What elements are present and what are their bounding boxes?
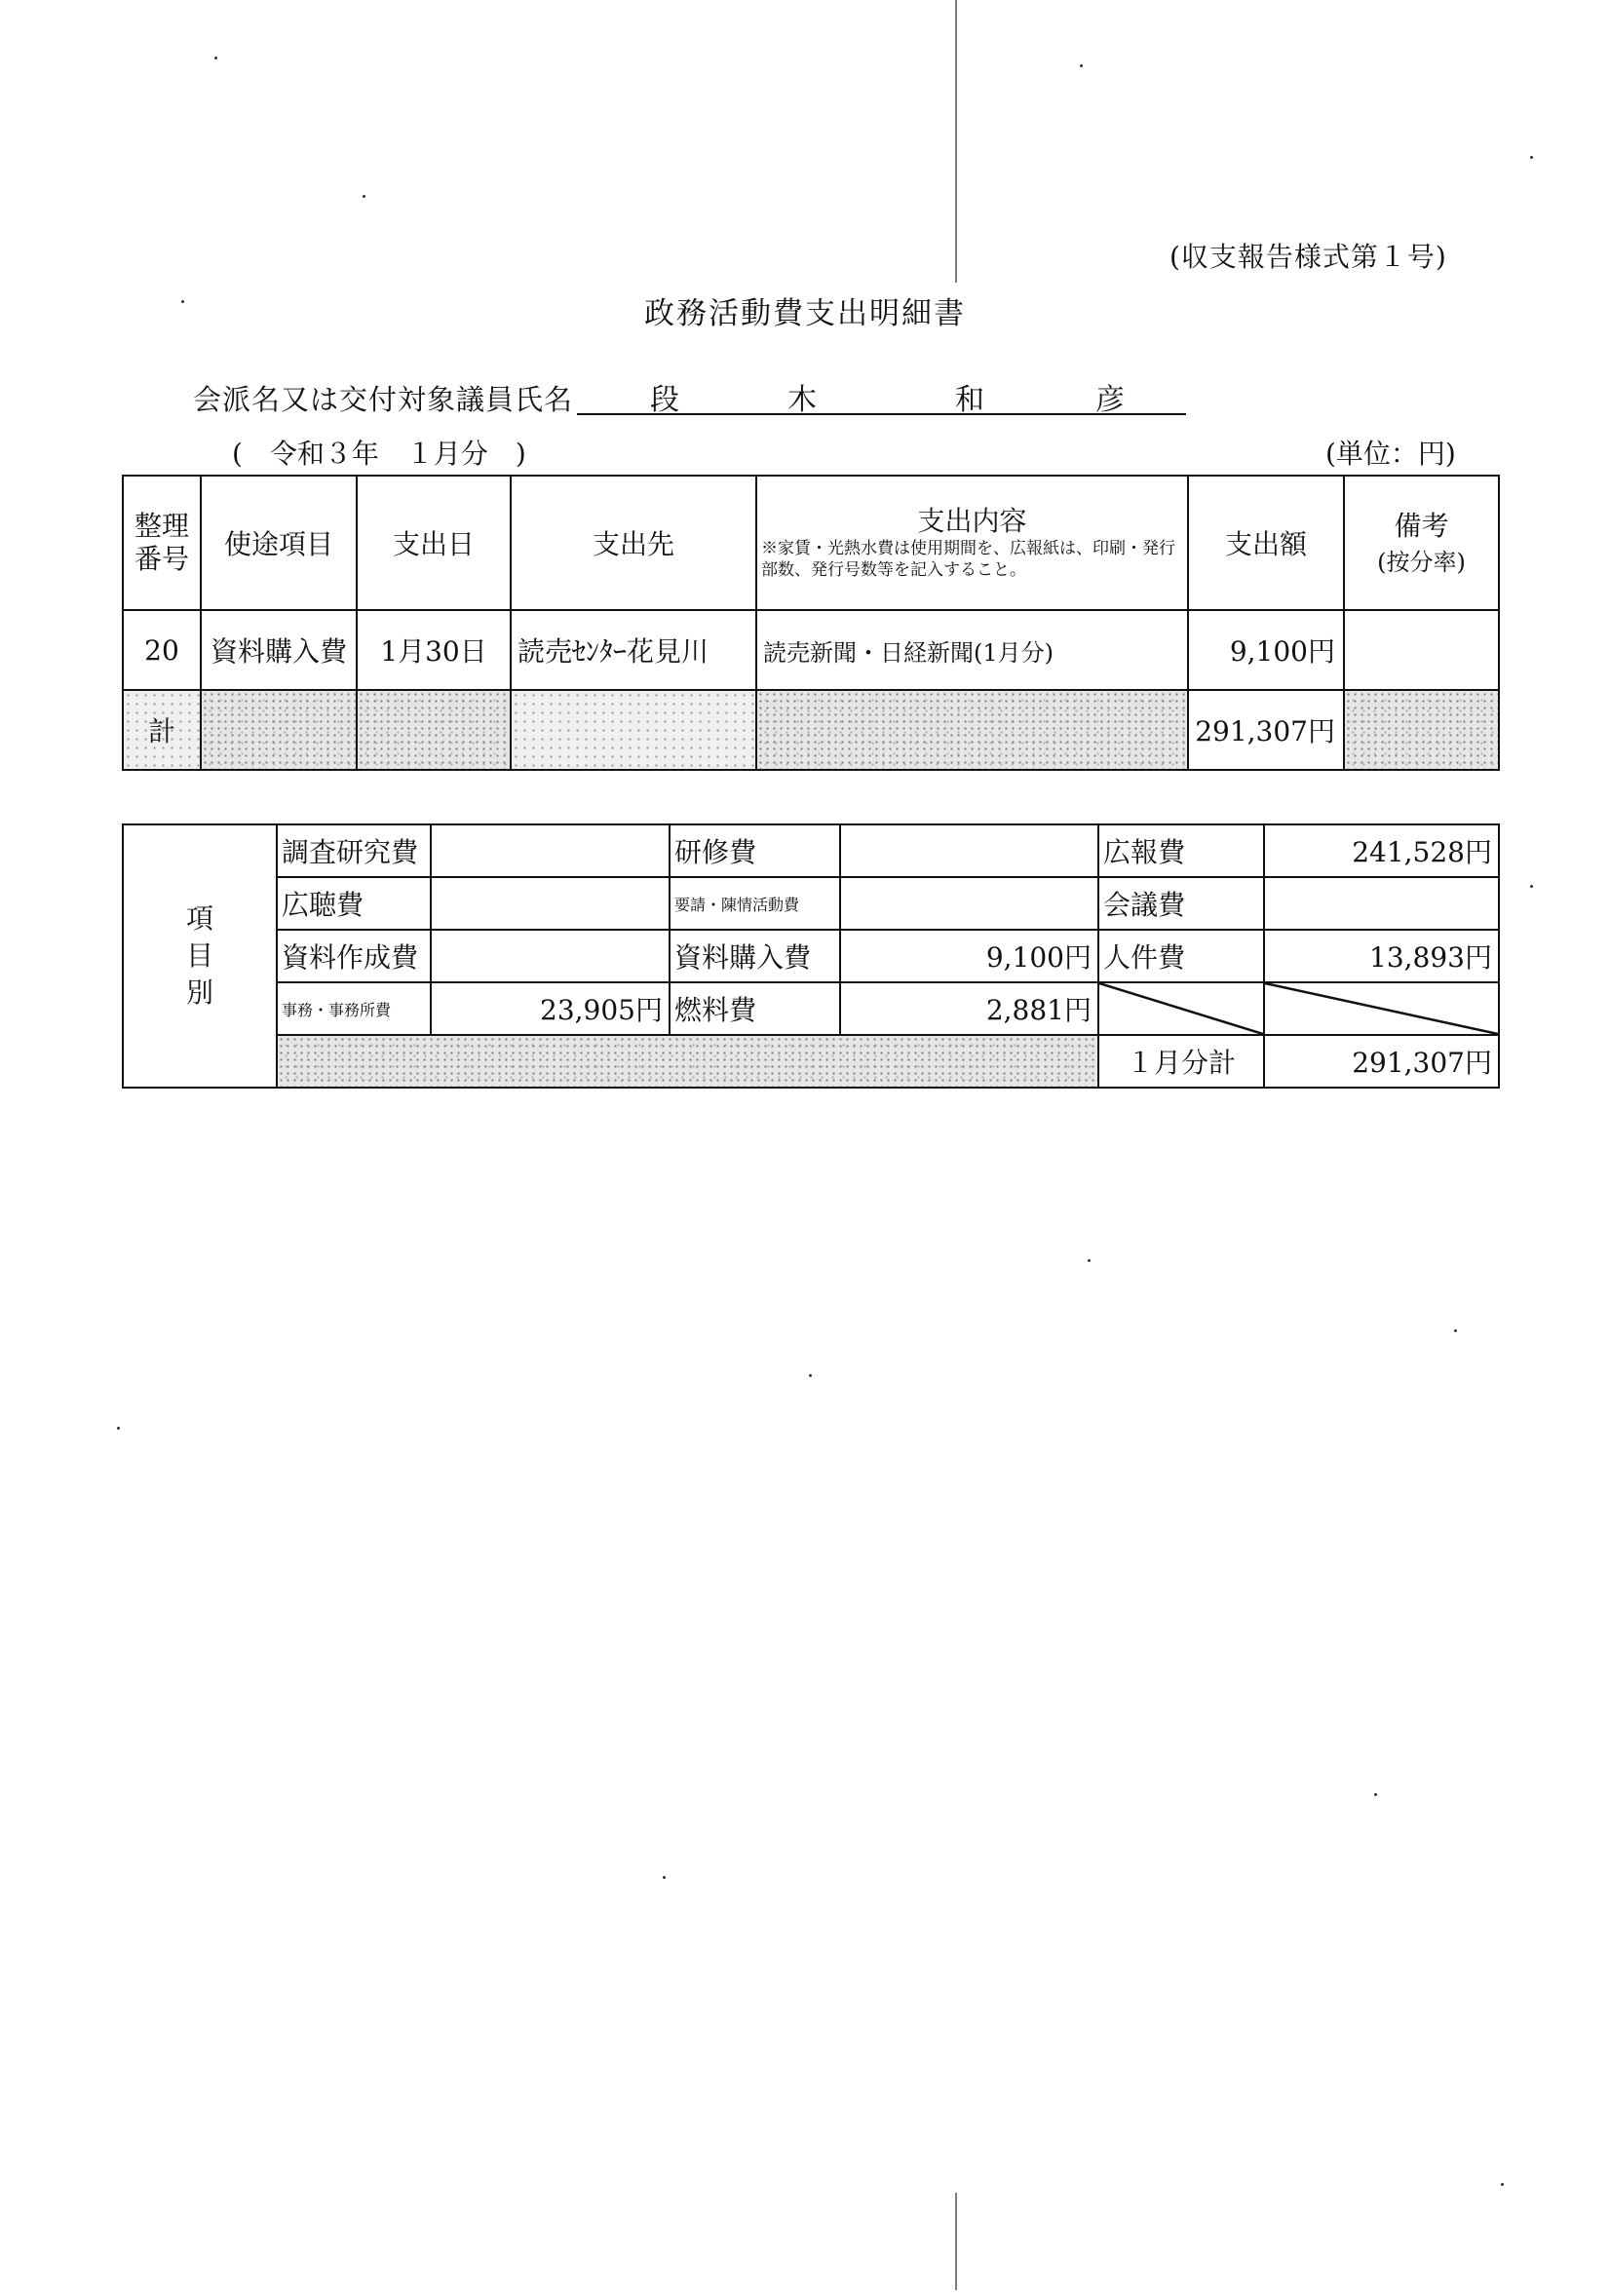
label-jinken: 人件費	[1098, 930, 1264, 982]
value-kouhou: 241,528円	[1264, 824, 1499, 877]
value-kenshu	[840, 824, 1098, 877]
member-name-char: 和	[955, 383, 984, 417]
member-name-char: 木	[787, 383, 817, 417]
header-remarks	[1344, 476, 1499, 610]
label-kouchou: 広聴費	[277, 877, 431, 930]
scan-speck	[1088, 1259, 1091, 1262]
value-nenryou: 2,881円	[840, 982, 1098, 1035]
value-jinken: 13,893円	[1264, 930, 1499, 982]
crossed-out-cell	[1098, 982, 1264, 1035]
header-payee: 支出先	[511, 476, 756, 610]
header-purpose: 使途項目	[201, 476, 357, 610]
label-jimusho: 事務・事務所費	[277, 982, 431, 1035]
scan-speck	[1530, 156, 1533, 159]
total-shaded-cell	[1344, 690, 1499, 770]
summary-row	[123, 824, 1499, 877]
label-shiryou-sakusei: 資料作成費	[277, 930, 431, 982]
summary-side-char: 項	[185, 902, 213, 935]
summary-row	[123, 877, 1499, 930]
header-content-title: 支出内容	[917, 505, 1027, 537]
scan-speck	[809, 1374, 812, 1377]
value-jimusho: 23,905円	[431, 982, 670, 1035]
crossed-out-cell	[1264, 982, 1499, 1035]
header-content	[756, 476, 1188, 610]
summary-row	[123, 930, 1499, 982]
form-number: (収支報告様式第１号)	[1169, 241, 1447, 273]
row-content: 読売新聞・日経新聞(1月分)	[756, 610, 1188, 690]
unit-label: (単位：円)	[1325, 438, 1456, 470]
scan-speck	[1501, 2183, 1504, 2186]
scan-speck	[117, 1427, 120, 1430]
summary-side-char: 別	[185, 976, 213, 1009]
total-shaded-cell	[511, 690, 756, 770]
table-total-row	[123, 690, 1499, 770]
summary-side-char: 目	[185, 939, 213, 972]
label-shiryou-kounyu: 資料購入費	[670, 930, 840, 982]
header-number: 整理番号	[123, 476, 201, 610]
header-date: 支出日	[357, 476, 511, 610]
label-kouhou: 広報費	[1098, 824, 1264, 877]
value-chousa	[431, 824, 670, 877]
value-kaigi	[1264, 877, 1499, 930]
label-chousa: 調査研究費	[277, 824, 431, 877]
scan-fold-line-bottom	[955, 2193, 957, 2290]
row-amount: 9,100円	[1188, 610, 1344, 690]
row-purpose: 資料購入費	[201, 610, 357, 690]
table-row	[123, 610, 1499, 690]
header-content-note: ※家賃・光熱水費は使用期間を、広報紙は、印刷・発行部数、発行号数等を記入すること。	[761, 539, 1175, 580]
summary-by-item-table	[122, 823, 1500, 1089]
table-header-row	[123, 476, 1499, 610]
header-remarks-sub: (按分率)	[1377, 548, 1466, 576]
scan-speck	[1080, 64, 1083, 67]
value-yousei	[840, 877, 1098, 930]
report-period: ( 令和３年 １月分 )	[232, 438, 526, 470]
scan-speck	[1374, 1793, 1377, 1796]
total-shaded-cell	[201, 690, 357, 770]
row-payee: 読売ｾﾝﾀｰ花見川	[511, 610, 756, 690]
scan-speck	[663, 1876, 666, 1879]
month-total-value: 291,307円	[1264, 1035, 1499, 1088]
header-remarks-title: 備考	[1394, 509, 1449, 542]
value-shiryou-sakusei	[431, 930, 670, 982]
member-name-label: 会派名又は交付対象議員氏名	[193, 383, 574, 416]
row-number: 20	[123, 610, 201, 690]
scan-speck	[1454, 1329, 1457, 1332]
label-kaigi: 会議費	[1098, 877, 1264, 930]
label-yousei: 要請・陳情活動費	[670, 877, 840, 930]
total-label: 計	[123, 690, 201, 770]
header-amount: 支出額	[1188, 476, 1344, 610]
summary-row	[123, 982, 1499, 1035]
total-shaded-cell	[756, 690, 1188, 770]
label-nenryou: 燃料費	[670, 982, 840, 1035]
scan-speck	[1530, 885, 1533, 888]
expenditure-table	[122, 475, 1500, 771]
scan-speck	[363, 195, 365, 198]
value-shiryou-kounyu: 9,100円	[840, 930, 1098, 982]
total-shaded-cell	[357, 690, 511, 770]
row-remarks	[1344, 610, 1499, 690]
scan-fold-line	[955, 0, 957, 283]
summary-side-label	[123, 824, 277, 1088]
summary-shaded-cell	[277, 1035, 1098, 1088]
row-date: 1月30日	[357, 610, 511, 690]
month-total-label: １月分計	[1098, 1035, 1264, 1088]
label-kenshu: 研修費	[670, 824, 840, 877]
scan-speck	[214, 57, 217, 59]
summary-total-row	[123, 1035, 1499, 1088]
member-name-char: 段	[650, 383, 679, 417]
value-kouchou	[431, 877, 670, 930]
page-title: 政務活動費支出明細書	[644, 296, 966, 331]
member-name-char: 彦	[1095, 383, 1125, 417]
total-amount: 291,307円	[1188, 690, 1344, 770]
